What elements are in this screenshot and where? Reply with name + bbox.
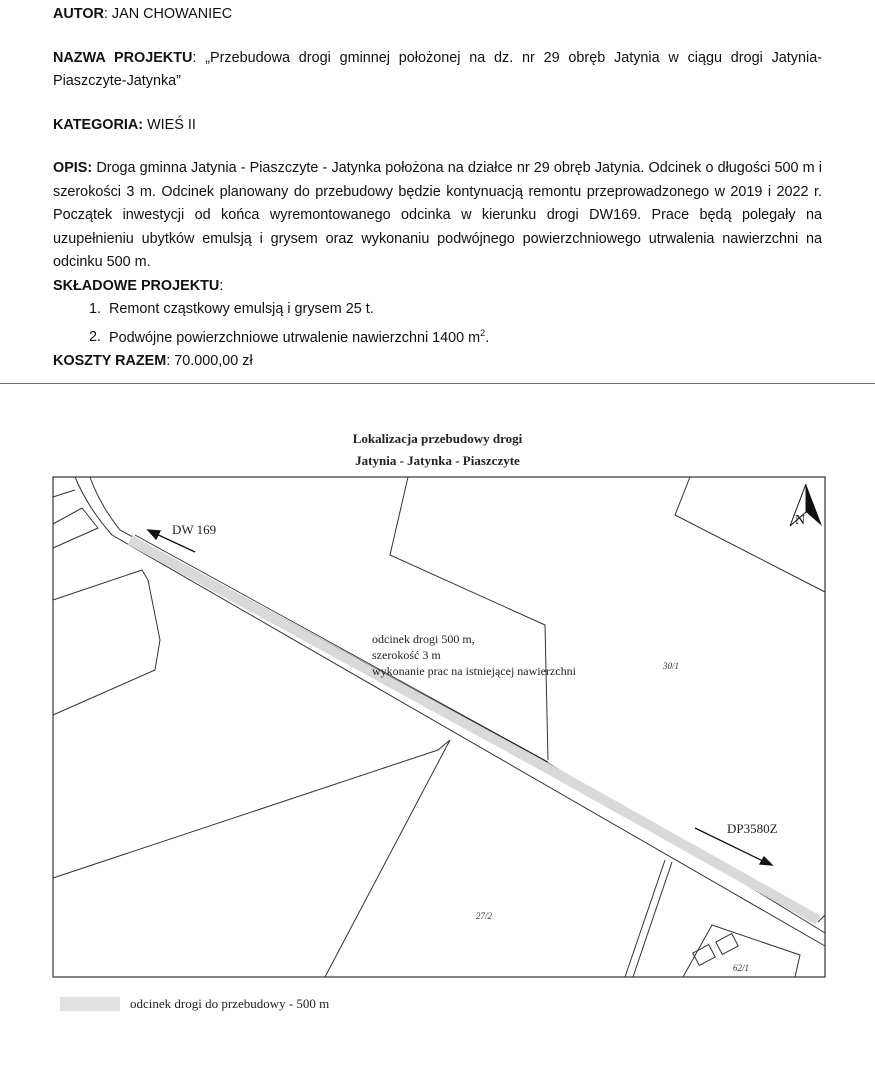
parcel-top-middle (390, 477, 548, 760)
components-label: SKŁADOWE PROJEKTU (53, 277, 220, 294)
parcel-left-edge (53, 490, 75, 497)
parcel-left-small (53, 508, 98, 548)
label-dp3580z: DP3580Z (727, 821, 778, 836)
segment-text-line2: szerokość 3 m (372, 648, 441, 662)
segment-text-line1: odcinek drogi 500 m, (372, 632, 475, 646)
category-label: KATEGORIA: (53, 116, 144, 133)
parcel-number-30-1: 30/1 (663, 661, 680, 671)
map-title-line2: Jatynia - Jatynka - Piaszczyte (355, 453, 520, 468)
project-name-value: „Przebudowa drogi gminnej położonej na dz. nr 29 obręb Jatynia w ciągu drogi Jatynia-Piaszczyte-Jatynka” (53, 49, 822, 89)
project-name-line: NAZWA PROJEKTU: „Przebudowa drogi gminnej położonej na dz. nr 29 obręb Jatynia w ciągu drogi Jatynia-Piaszczyte-Jatynka” (53, 49, 822, 89)
costs-line: KOSZTY RAZEM: 70.000,00 zł (53, 352, 253, 369)
parcel-left-bottom-line (53, 740, 450, 878)
author-value: JAN CHOWANIEC (111, 6, 233, 22)
legend-swatch (60, 997, 120, 1011)
segment-text-line3: wykonanie prac na istniejącej nawierzchni (372, 664, 576, 678)
north-label: N (795, 513, 806, 528)
project-name-label: NAZWA PROJEKTU (53, 49, 193, 66)
label-dw169: DW 169 (172, 522, 217, 537)
legend-text: odcinek drogi do przebudowy - 500 m (130, 996, 330, 1011)
parcel-bottom-right-divider-2 (633, 862, 672, 977)
superscript-2: 2 (480, 327, 486, 338)
parcel-left (53, 570, 160, 715)
list-item: 1. Remont cząstkowy emulsją i grysem 25 t. (105, 298, 822, 322)
parcel-number-27-2: 27/2 (476, 911, 493, 921)
costs-value: 70.000,00 zł (174, 352, 253, 369)
costs-label: KOSZTY RAZEM (53, 352, 167, 369)
author-label: AUTOR (53, 6, 104, 22)
description-label: OPIS: (53, 160, 93, 176)
list-item: 2. Podwójne powierzchniowe utrwalenie nawierzchni 1400 $m^2$. (105, 322, 822, 350)
parcel-bottom-divider (325, 740, 450, 977)
building-1 (693, 945, 715, 966)
parcel-boundaries (53, 477, 825, 977)
road-centerline (135, 535, 548, 762)
map-frame (53, 477, 825, 977)
description-value: Droga gminna Jatynia - Piaszczyte - Jatynka położona na działce nr 29 obręb Jatynia. Odcinek o długości 500 m i szerokości 3 m. Odcinek planowany do przebudowy będzie kontynuacją remontu przeprowadzonego w 2019 i 2022 r. Początek inwestycji od końca wyremontowanego odcinka w kierunku drogi DW169. Prace będą polegały na uzupełnieniu ubytków emulsją i grysem oraz wykonaniu podwójnego powierzchniowego utrwalenia nawierzchni na odcinku 500 m. (53, 160, 822, 270)
map-title-line1: Lokalizacja przebudowy drogi (352, 431, 523, 446)
road-segment-highlight (130, 540, 818, 920)
category-value: WIEŚ II (147, 116, 196, 133)
parcel-number-62-1: 62/1 (733, 963, 750, 973)
building-2 (716, 934, 738, 955)
components-heading: SKŁADOWE PROJEKTU: (53, 277, 224, 294)
author-line: AUTOR: JAN CHOWANIEC (53, 6, 233, 22)
parcel-bottom-right-divider-1 (625, 860, 665, 977)
